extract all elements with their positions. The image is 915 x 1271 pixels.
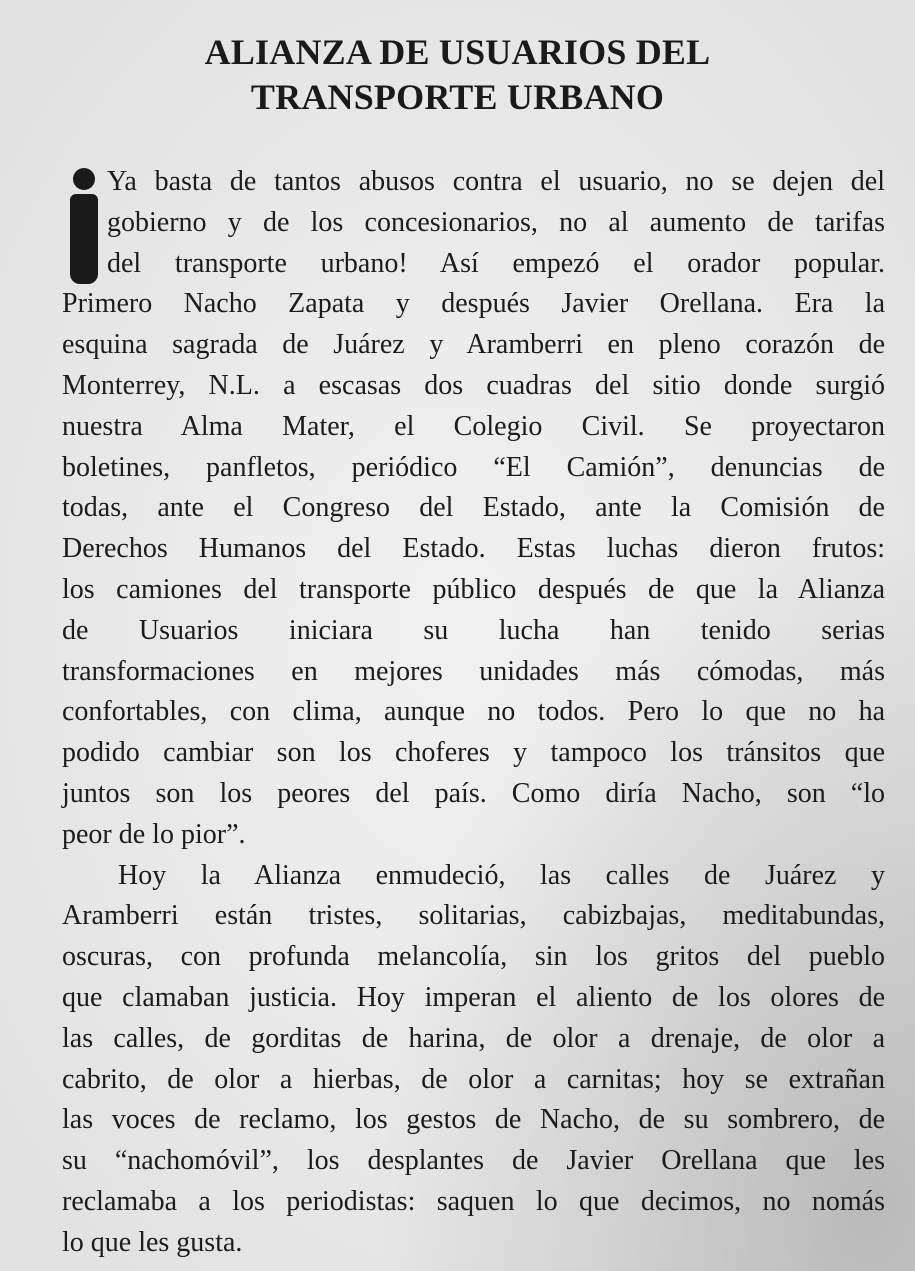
title-line-2: TRANSPORTE URBANO: [250, 77, 665, 117]
text-line: las calles, de gorditas de harina, de olor a drenaje, de olor a: [62, 1022, 885, 1054]
text-line: Aramberri están tristes, solitarias, cabizbajas, meditabundas,: [62, 900, 885, 932]
article-body: [62, 162, 885, 1264]
text-line: Derechos Humanos del Estado. Estas luchas dieron frutos:: [62, 533, 885, 565]
paragraph-1-lines: [62, 162, 885, 856]
text-line: juntos son los peores del país. Como diría Nacho, son “lo: [62, 777, 885, 809]
paragraph-1: [62, 162, 885, 856]
text-line: reclamaba a los periodistas: saquen lo que decimos, no nomás: [62, 1185, 885, 1217]
text-line: cabrito, de olor a hierbas, de olor a carnitas; hoy se extrañan: [62, 1063, 885, 1095]
text-line: que clamaban justicia. Hoy imperan el aliento de los olores de: [62, 981, 885, 1013]
text-line: Monterrey, N.L. a escasas dos cuadras del sitio donde surgió: [62, 369, 885, 401]
text-line: Ya basta de tantos abusos contra el usuario, no se dejen del: [107, 166, 885, 197]
text-line: confortables, con clima, aunque no todos. Pero lo que no ha: [62, 696, 885, 728]
inverted-exclamation-dropcap-icon: [70, 168, 98, 284]
text-line: su “nachomóvil”, los desplantes de Javier Orellana que les: [62, 1145, 885, 1177]
page-title: [0, 30, 915, 120]
text-line: peor de lo pior”.: [62, 818, 246, 850]
text-line: podido cambiar son los choferes y tampoco los tránsitos que: [62, 737, 885, 769]
text-line: Primero Nacho Zapata y después Javier Orellana. Era la: [62, 288, 885, 320]
text-line: oscuras, con profunda melancolía, sin los gritos del pueblo: [62, 941, 885, 973]
text-line: del transporte urbano! Así empezó el orador popular.: [107, 247, 885, 279]
text-line: esquina sagrada de Juárez y Aramberri en pleno corazón de: [62, 329, 885, 361]
text-line: los camiones del transporte público después de que la Alianza: [62, 573, 885, 605]
text-line: de Usuarios iniciara su lucha han tenido serias: [62, 614, 885, 646]
text-line: transformaciones en mejores unidades más cómodas, más: [62, 655, 885, 687]
text-line: boletines, panfletos, periódico “El Camión”, denuncias de: [62, 451, 885, 483]
text-line: gobierno y de los concesionarios, no al aumento de tarifas: [107, 206, 885, 238]
text-line: nuestra Alma Mater, el Colegio Civil. Se proyectaron: [62, 410, 885, 442]
paragraph-2: [62, 856, 885, 1264]
title-line-1: ALIANZA DE USUARIOS DEL: [204, 32, 711, 72]
text-line: Hoy la Alianza enmudeció, las calles de Juárez y: [118, 859, 885, 891]
text-line: todas, ante el Congreso del Estado, ante la Comisión de: [62, 492, 885, 524]
text-line: lo que les gusta.: [62, 1226, 243, 1258]
text-line: las voces de reclamo, los gestos de Nacho, de su sombrero, de: [62, 1104, 885, 1136]
